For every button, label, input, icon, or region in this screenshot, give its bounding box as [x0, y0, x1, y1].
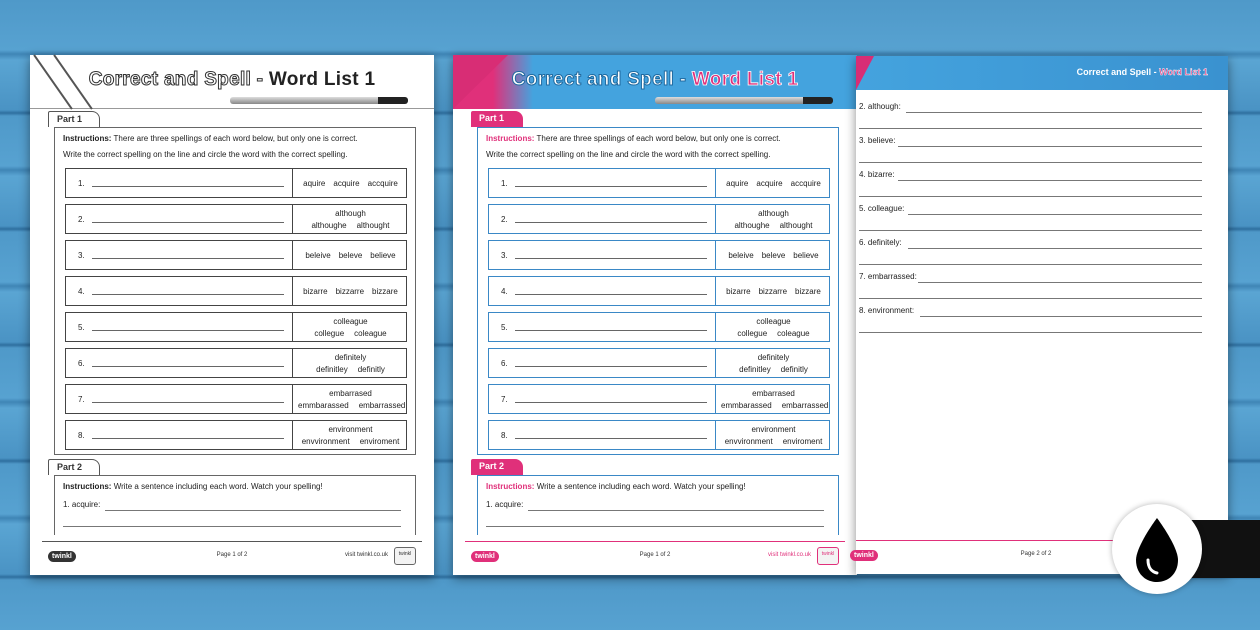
table-row: 8. environment envvironment enviroment: [65, 420, 407, 450]
page-title: Correct and Spell - Word List 1: [1076, 67, 1208, 77]
part2-box: Instructions: Write a sentence including each word. Watch your spelling! 1. acquire:: [477, 475, 839, 535]
badge-icon: twinkl: [817, 547, 839, 565]
part1-tab: Part 1: [471, 111, 523, 127]
table-row: 6. definitely definitley definitly: [65, 348, 407, 378]
worksheet-bw: [30, 55, 434, 575]
part1-box: Instructions: There are three spellings of each word below, but only one is correct. Write the correct spelling on the line and circle the word with the correct spelling. 1. aquire acquire accquire 2. although althoughe althought 3. beleive beleve believe 4. bizarre bizzarre bizzare 5. colleague collegue coleague 6. definitely definitley definitly 7. embarrased emmbarassed embarrassed 8. environment envvironment enviroment: [477, 127, 839, 455]
list-item: 8. environment:: [859, 306, 915, 315]
pen-icon: [230, 97, 400, 104]
table-row: 4. bizarre bizzarre bizzare: [65, 276, 407, 306]
badge-icon: twinkl: [394, 547, 416, 565]
table-row: 5. colleague collegue coleague: [488, 312, 830, 342]
worksheet-colour: [453, 55, 857, 575]
ink-drop-icon: [1128, 514, 1186, 586]
footer: twinkl Page 2 of 2: [856, 540, 1216, 568]
part1-tab: Part 1: [48, 111, 100, 127]
list-item: 5. colleague:: [859, 204, 905, 213]
list-item: 2. although:: [859, 102, 901, 111]
part1-box: Instructions: There are three spellings of each word below, but only one is correct. Write the correct spelling on the line and circle the word with the correct spelling. 1. aquire acquire accquire 2. although althoughe althought 3. beleive beleve believe 4. bizarre bizzarre bizzare 5. colleague collegue coleague 6. definitely definitley definitly 7. embarrased emmbarassed embarrassed 8. environment envvironment enviroment: [54, 127, 416, 455]
table-row: 7. embarrased emmbarassed embarrassed: [488, 384, 830, 414]
list-item: 4. bizarre:: [859, 170, 895, 179]
list-item: 6. definitely:: [859, 238, 902, 247]
table-row: 2. although althoughe althought: [488, 204, 830, 234]
table-row: 7. embarrased emmbarassed embarrassed: [65, 384, 407, 414]
part2-box: Instructions: Write a sentence including each word. Watch your spelling! 1. acquire:: [54, 475, 416, 535]
header: [453, 55, 857, 109]
header: [856, 56, 1228, 90]
list-item: 3. believe:: [859, 136, 896, 145]
table-row: 5. colleague collegue coleague: [65, 312, 407, 342]
pen-icon: [655, 97, 825, 104]
page-title: Correct and Spell - Word List 1: [88, 69, 376, 90]
table-row: 2. although althoughe althought: [65, 204, 407, 234]
table-row: 3. beleive beleve believe: [488, 240, 830, 270]
page-title: Correct and Spell - Word List 1: [511, 69, 799, 90]
footer: twinkl Page 1 of 2 visit twinkl.co.uk twinkl: [465, 541, 845, 569]
worksheet-page-2: [856, 56, 1228, 574]
table-row: 1. aquire acquire accquire: [488, 168, 830, 198]
twinkl-logo: twinkl: [48, 551, 76, 562]
twinkl-logo: twinkl: [850, 550, 878, 561]
footer: twinkl Page 1 of 2 visit twinkl.co.uk twinkl: [42, 541, 422, 569]
part2-tab: Part 2: [471, 459, 523, 475]
list-item: 7. embarrassed:: [859, 272, 917, 281]
table-row: 6. definitely definitley definitly: [488, 348, 830, 378]
twinkl-logo: twinkl: [471, 551, 499, 562]
table-row: 8. environment envvironment enviroment: [488, 420, 830, 450]
table-row: 1. aquire acquire accquire: [65, 168, 407, 198]
table-row: 3. beleive beleve believe: [65, 240, 407, 270]
table-row: 4. bizarre bizzarre bizzare: [488, 276, 830, 306]
part2-tab: Part 2: [48, 459, 100, 475]
header: [30, 55, 434, 109]
